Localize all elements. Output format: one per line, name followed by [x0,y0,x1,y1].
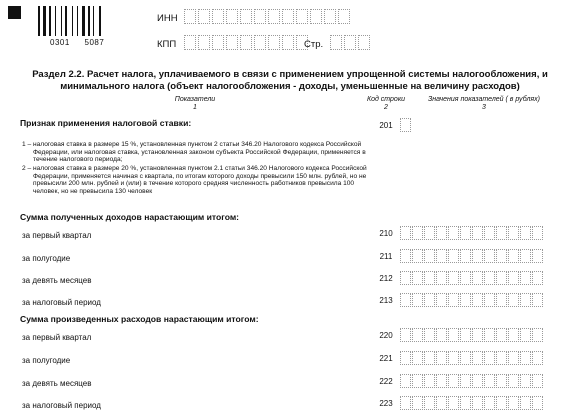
input-cell[interactable] [508,249,519,263]
input-cell[interactable] [448,293,459,307]
income-row-code: 211 [379,252,393,261]
input-cell[interactable] [508,271,519,285]
input-cell[interactable] [496,396,507,410]
input-cell[interactable] [436,351,447,365]
input-cell[interactable] [184,9,196,24]
input-cell[interactable] [424,226,435,240]
input-cell[interactable] [436,226,447,240]
kpp-field[interactable] [184,35,310,50]
input-cell[interactable] [448,396,459,410]
barcode-bar [77,6,78,36]
input-cell[interactable] [226,35,238,50]
income-row-label: за налоговый период [22,298,101,307]
rate-note-1 [22,141,374,164]
input-cell[interactable] [400,271,411,285]
input-cell[interactable] [330,35,342,50]
barcode-bar [43,6,46,36]
col-header-indicators [100,96,290,112]
input-cell[interactable] [520,374,531,388]
rate-note-1-num: 1 – [22,141,32,148]
input-cell[interactable] [226,9,238,24]
input-cell[interactable] [460,293,471,307]
input-cell[interactable] [358,35,370,50]
input-cell[interactable] [532,226,543,240]
input-cell[interactable] [520,271,531,285]
barcode-bar [49,6,51,36]
input-cell[interactable] [532,328,543,342]
section-title-line2: минимального налога (объект налогообложения - доходы, уменьшенные на величину расходов) [60,80,520,92]
income-9m-value[interactable] [400,271,544,285]
input-cell[interactable] [240,35,252,50]
input-cell[interactable] [472,328,483,342]
barcode-bar [82,6,85,36]
page-label: Стр. [304,39,324,50]
barcode [38,6,118,36]
barcode-bar [93,6,94,36]
input-cell[interactable] [424,293,435,307]
input-cell[interactable] [436,271,447,285]
kpp-label: КПП [157,39,177,50]
input-cell[interactable] [496,271,507,285]
income-row-label: за полугодие [22,254,71,263]
input-cell[interactable] [484,293,495,307]
input-cell[interactable] [436,293,447,307]
input-cell[interactable] [460,351,471,365]
input-cell[interactable] [472,226,483,240]
input-cell[interactable] [212,9,224,24]
input-cell[interactable] [532,271,543,285]
income-row-label: за первый квартал [22,231,92,240]
barcode-bar [38,6,40,36]
input-cell[interactable] [532,374,543,388]
input-cell[interactable] [412,249,423,263]
input-cell[interactable] [436,396,447,410]
input-cell[interactable] [508,396,519,410]
input-cell[interactable] [508,226,519,240]
input-cell[interactable] [484,328,495,342]
input-cell[interactable] [484,271,495,285]
input-cell[interactable] [424,249,435,263]
page-number-field[interactable] [330,35,372,50]
col-header-values [414,96,554,112]
input-cell[interactable] [484,396,495,410]
rate-sign-code: 201 [379,121,393,130]
income-row-label: за девять месяцев [22,276,92,285]
input-cell[interactable] [460,249,471,263]
input-cell[interactable] [282,9,294,24]
input-cell[interactable] [532,293,543,307]
expenses-row-label: за полугодие [22,356,71,365]
rate-note-2-text: налоговая ставка в размере 20 %, установленная пунктом 2.1 статьи 346.20 Налогового кодекса Российской Федерации, применяется начиная с квартала, по итогам которого доходы превысили 150 млн. рублей, но не превысили 200 млн. рублей и (или) в течение которого средняя численность работников превысила 100 человек, но не превысила 130 человек [33,165,367,195]
input-cell[interactable] [460,271,471,285]
input-cell[interactable] [496,374,507,388]
input-cell[interactable] [254,35,266,50]
input-cell[interactable] [412,293,423,307]
input-cell[interactable] [400,328,411,342]
input-cell[interactable] [412,374,423,388]
input-cell[interactable] [424,271,435,285]
input-cell[interactable] [472,293,483,307]
expenses-heading: Сумма произведенных расходов нарастающим итогом: [20,314,259,324]
input-cell[interactable] [412,328,423,342]
input-cell[interactable] [532,249,543,263]
input-cell[interactable] [472,374,483,388]
income-row-code: 212 [379,274,393,283]
input-cell[interactable] [412,271,423,285]
input-cell[interactable] [424,351,435,365]
input-cell[interactable] [448,351,459,365]
input-cell[interactable] [412,396,423,410]
input-cell[interactable] [460,328,471,342]
inn-field[interactable] [184,9,352,24]
expenses-9m-value[interactable] [400,374,544,388]
expenses-row-label: за девять месяцев [22,379,92,388]
expenses-row-code: 220 [379,331,393,340]
input-cell[interactable] [484,374,495,388]
input-cell[interactable] [508,374,519,388]
input-cell[interactable] [484,351,495,365]
input-cell[interactable] [448,226,459,240]
input-cell[interactable] [520,396,531,410]
input-cell[interactable] [424,396,435,410]
input-cell[interactable] [460,374,471,388]
rate-sign-field[interactable] [400,118,412,132]
input-cell[interactable] [496,226,507,240]
input-cell[interactable] [198,9,210,24]
barcode-bar [61,6,62,36]
col-header-values-num: 3 [482,104,486,111]
input-cell[interactable] [198,35,210,50]
input-cell[interactable] [184,35,196,50]
barcode-bar [72,6,73,36]
input-cell[interactable] [448,328,459,342]
input-cell[interactable] [412,226,423,240]
input-cell[interactable] [508,351,519,365]
input-cell[interactable] [532,351,543,365]
input-cell[interactable] [496,249,507,263]
input-cell[interactable] [400,351,411,365]
col-header-line-code [360,96,412,112]
input-cell[interactable] [400,396,411,410]
col-header-line-code-label: Код строки [366,96,406,103]
input-cell[interactable] [254,9,266,24]
input-cell[interactable] [268,35,280,50]
input-cell[interactable] [240,9,252,24]
expenses-row-code: 222 [379,377,393,386]
input-cell[interactable] [436,249,447,263]
expenses-row-code: 223 [379,399,393,408]
input-cell[interactable] [484,249,495,263]
input-cell[interactable] [400,293,411,307]
input-cell[interactable] [344,35,356,50]
input-cell[interactable] [496,351,507,365]
input-cell[interactable] [436,328,447,342]
col-header-line-code-num: 2 [384,104,388,111]
input-cell[interactable] [400,226,411,240]
expenses-year-value[interactable] [400,396,544,410]
input-cell[interactable] [324,9,336,24]
income-heading: Сумма полученных доходов нарастающим итогом: [20,212,240,222]
input-cell[interactable] [532,396,543,410]
input-cell[interactable] [400,374,411,388]
input-cell[interactable] [282,35,294,50]
rate-note-2-num: 2 – [22,165,32,172]
expenses-row-label: за налоговый период [22,401,101,410]
barcode-bar [99,6,101,36]
col-header-indicators-num: 1 [193,104,197,111]
income-row-code: 213 [379,296,393,305]
input-cell[interactable] [520,351,531,365]
input-cell[interactable] [448,271,459,285]
rate-note-2 [22,165,374,195]
col-header-values-label: Значения показателей ( в рублях) [427,96,541,103]
expenses-q1-value[interactable] [400,328,544,342]
input-cell[interactable] [338,9,350,24]
income-h1-value[interactable] [400,249,544,263]
input-cell[interactable] [436,374,447,388]
input-cell[interactable] [508,293,519,307]
expenses-row-code: 221 [379,354,393,363]
input-cell[interactable] [460,226,471,240]
input-cell[interactable] [448,374,459,388]
input-cell[interactable] [412,351,423,365]
barcode-bar [65,6,67,36]
registration-mark [8,6,21,19]
income-year-value[interactable] [400,293,544,307]
input-cell[interactable] [508,328,519,342]
input-cell[interactable] [484,226,495,240]
income-q1-value[interactable] [400,226,544,240]
input-cell[interactable] [472,271,483,285]
barcode-bar [55,6,56,36]
input-cell[interactable] [400,249,411,263]
input-cell[interactable] [448,249,459,263]
section-title-line1: Раздел 2.2. Расчет налога, уплачиваемого в связи с применением упрощенной системы налогообложения, и [32,69,548,80]
input-cell[interactable] [496,293,507,307]
expenses-h1-value[interactable] [400,351,544,365]
input-cell[interactable] [424,328,435,342]
income-row-code: 210 [379,229,393,238]
input-cell[interactable] [424,374,435,388]
section-title [20,69,560,92]
input-cell[interactable] [472,249,483,263]
rate-sign-heading: Признак применения налоговой ставки: [20,118,192,128]
barcode-number: 0301 5087 [50,38,105,47]
inn-label: ИНН [157,13,178,24]
col-header-indicators-label: Показатели [174,96,216,103]
input-cell[interactable] [212,35,224,50]
rate-note-1-text: налоговая ставка в размере 15 %, установленная пунктом 2 статьи 346.20 Налогового кодекса Российской Федерации, или налоговая ставка, установленная законом субъекта Российской Федерации, применяется в течение налогового периода; [33,141,366,164]
expenses-row-label: за первый квартал [22,333,92,342]
input-cell[interactable] [460,396,471,410]
input-cell[interactable] [520,328,531,342]
input-cell[interactable] [520,226,531,240]
input-cell[interactable] [472,396,483,410]
input-cell[interactable] [496,328,507,342]
barcode-bar [88,6,90,36]
input-cell[interactable] [520,293,531,307]
input-cell[interactable] [310,9,322,24]
input-cell[interactable] [520,249,531,263]
input-cell[interactable] [268,9,280,24]
input-cell[interactable] [472,351,483,365]
input-cell[interactable] [296,9,308,24]
